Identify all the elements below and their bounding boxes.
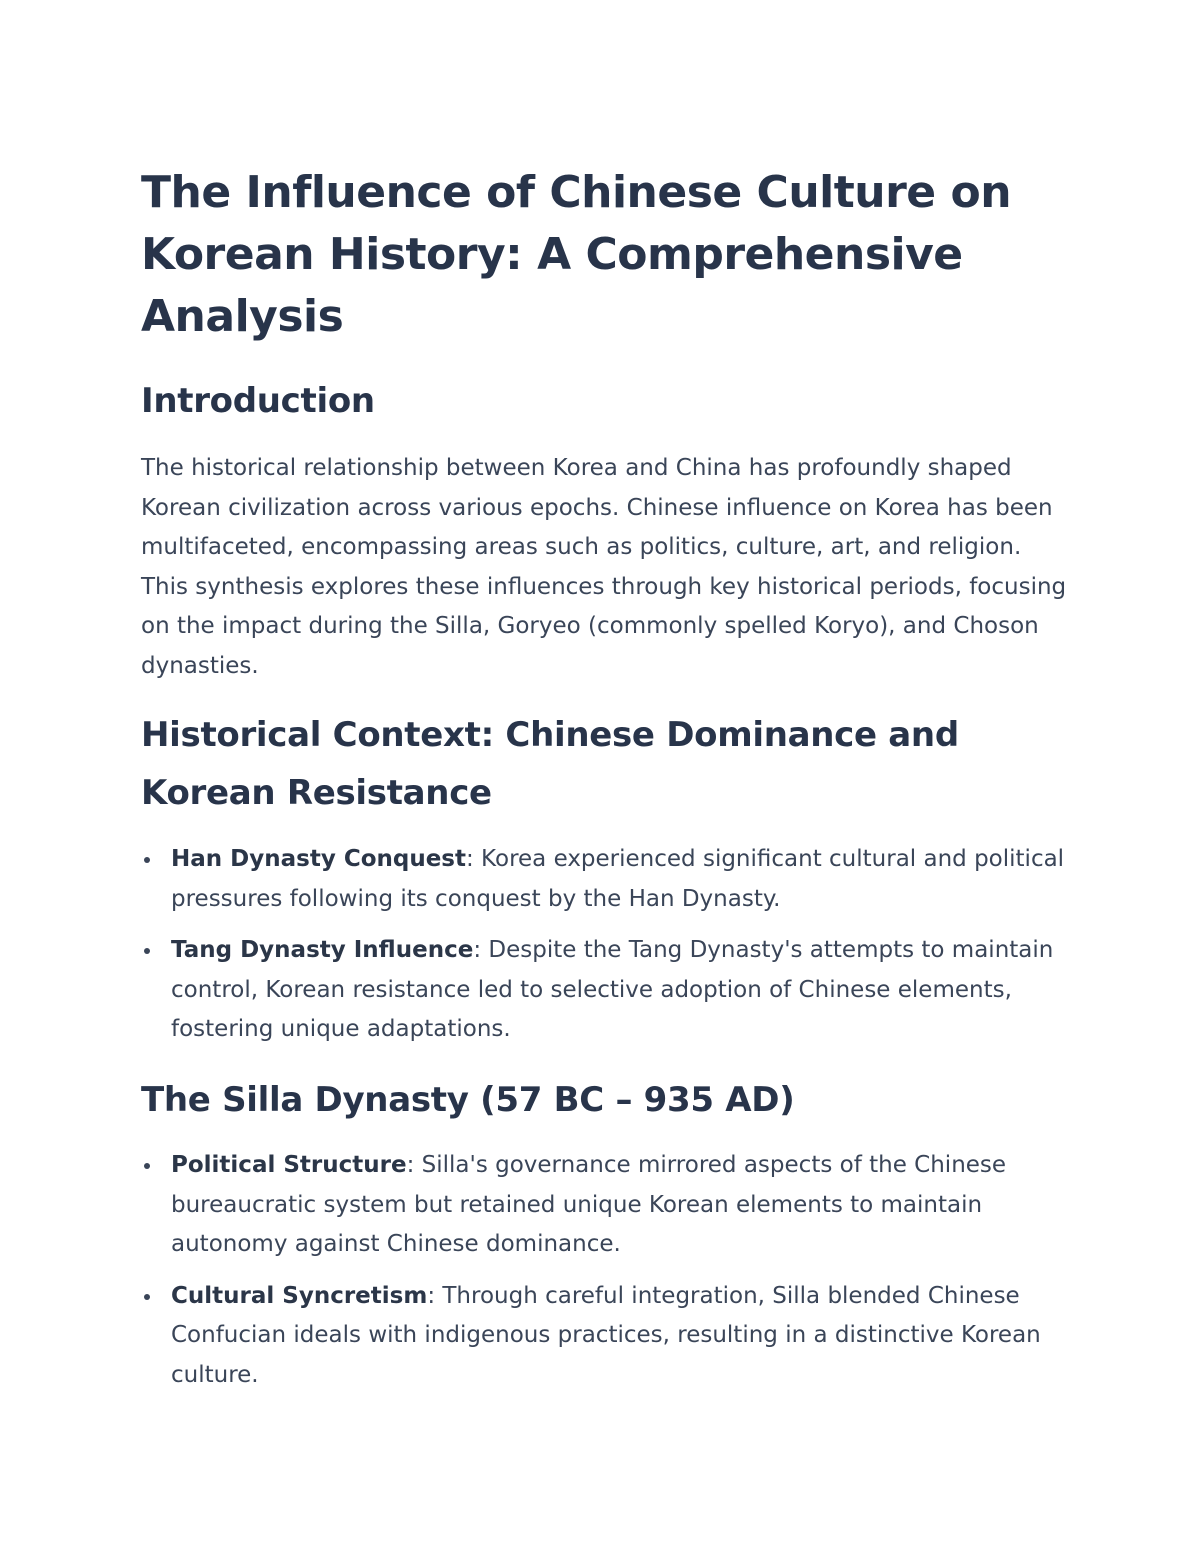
section-heading-historical-context: Historical Context: Chinese Dominance and Korean Resistance — [141, 715, 959, 813]
list-item-term: Tang Dynasty Influence — [171, 937, 474, 964]
bullet-icon — [144, 1294, 150, 1300]
silla-dynasty-list — [141, 1146, 1071, 1396]
list-item — [141, 1277, 1071, 1396]
bullet-icon — [144, 948, 150, 954]
list-item — [141, 931, 1071, 1050]
section-heading-silla-dynasty: The Silla Dynasty (57 BC – 935 AD) — [141, 1080, 795, 1120]
introduction-paragraph: The historical relationship between Korea and China has profoundly shaped Korean civilization across various epochs. Chinese influence on Korea has been multifaceted, encompassing areas such as politics, culture, art, and religion. This synthesis explores these influences through key historical periods, focusing on the impact during the Silla, Goryeo (commonly spelled Koryo), and Choson dynasties. — [141, 455, 1067, 679]
list-item-text: : Through careful integration, Silla blended Chinese Confucian ideals with indigenous practices, resulting in a distinctive Korean culture. — [171, 1282, 1041, 1388]
list-item-text: : Korea experienced significant cultural and political pressures following its conquest by the Han Dynasty. — [171, 846, 1065, 912]
list-item — [141, 840, 1071, 919]
bullet-icon — [144, 857, 150, 863]
list-item-term: Han Dynasty Conquest — [171, 846, 466, 872]
document-title: The Influence of Chinese Culture on Korean History: A Comprehensive Analysis — [141, 167, 1012, 342]
list-item-text: : Silla's governance mirrored aspects of the Chinese bureaucratic system but retained unique Korean elements to maintain autonomy against Chinese dominance. — [171, 1152, 1007, 1258]
list-item-term: Political Structure — [171, 1152, 407, 1178]
section-heading-introduction: Introduction — [141, 381, 375, 421]
historical-context-list — [141, 840, 1071, 1050]
list-item-term: Cultural Syncretism — [171, 1282, 428, 1309]
list-item — [141, 1146, 1071, 1265]
bullet-icon — [144, 1163, 150, 1169]
list-item-text: : Despite the Tang Dynasty's attempts to maintain control, Korean resistance led to selective adoption of Chinese elements, fostering unique adaptations. — [171, 937, 1054, 1043]
